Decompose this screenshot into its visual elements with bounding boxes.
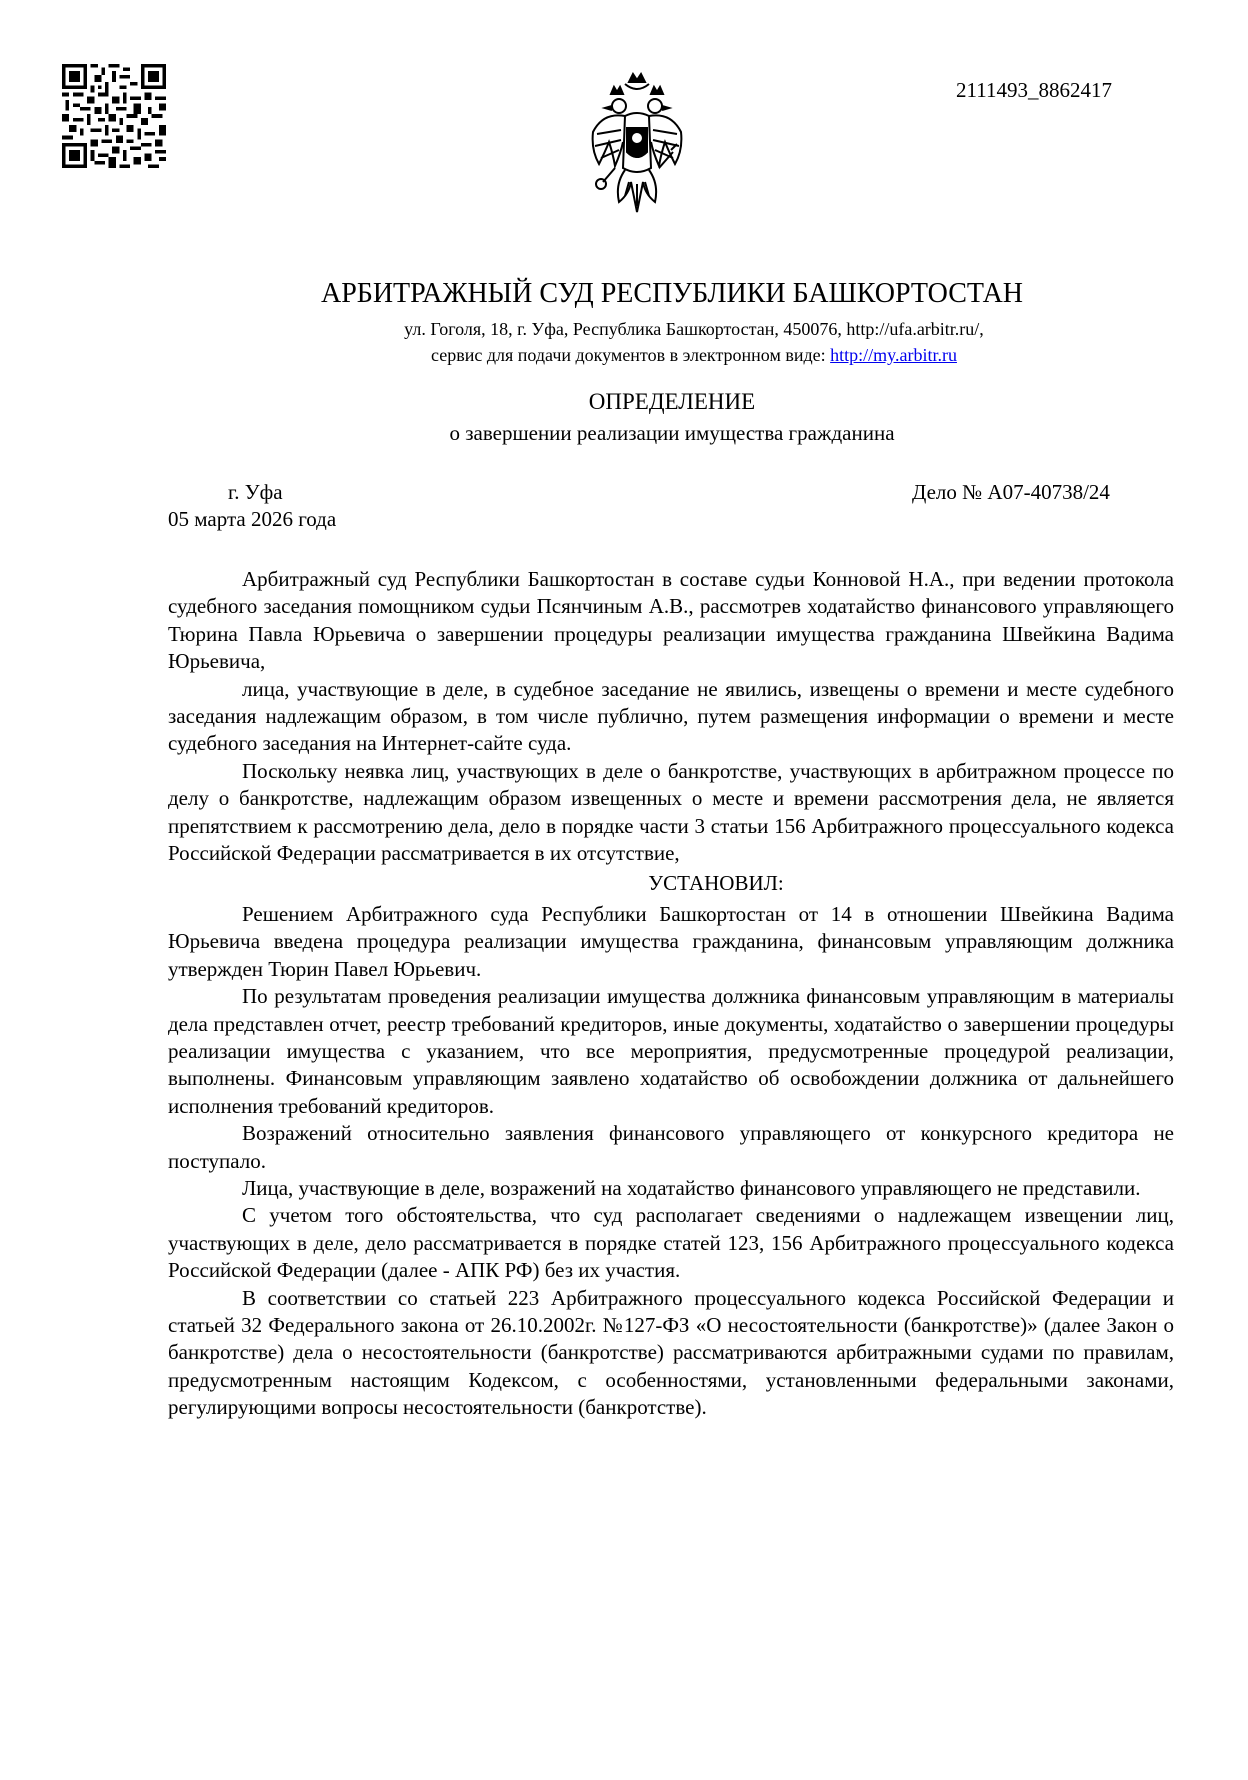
document-date: 05 марта 2026 года [168,507,337,531]
service-prefix: сервис для подачи документов в электронном виде: [431,345,831,365]
document-body [168,566,1174,1422]
paragraph-1: Арбитражный суд Республики Башкортостан в составе судьи Конновой Н.А., при ведении протокола судебного заседания помощником судьи Псянчиным А.В., рассмотрев ходатайство финансового управляющего Тюрина Павла Юрьевича о завершении процедуры реализации имущества гражданина Швейкина Вадима Юрьевича, [168,567,1174,674]
paragraph-5: По результатам проведения реализации имущества должника финансовым управляющим в материалы дела представлен отчет, реестр требований кредиторов, иные документы, ходатайство о завершении процедуры реализации имущества с указанием, что все мероприятия, предусмотренные процедурой реализации, выполнены. Финансовым управляющим заявлено ходатайство об освобождении должника от дальнейшего исполнения требований кредиторов. [168,984,1174,1118]
service-link[interactable]: http://my.arbitr.ru [830,345,957,365]
coat-of-arms-emblem [585,72,689,222]
court-service-line [140,342,1248,368]
paragraph-7: Лица, участвующие в деле, возражений на ходатайство финансового управляющего не представили. [242,1175,1141,1200]
court-name: АРБИТРАЖНЫЙ СУД РЕСПУБЛИКИ БАШКОРТОСТАН [320,278,1024,309]
city: г. Уфа [228,480,283,504]
document-subtitle: о завершении реализации имущества гражданина [449,421,895,445]
document-type: ОПРЕДЕЛЕНИЕ [588,389,756,414]
case-number: Дело № А07-40738/24 [912,480,1110,504]
court-address-line: ул. Гоголя, 18, г. Уфа, Республика Башкортостан, 450076, http://ufa.arbitr.ru/, [404,319,984,339]
court-address [0,316,1248,368]
paragraph-8: С учетом того обстоятельства, что суд располагает сведениями о надлежащем извещении лиц, участвующих в деле, дело рассматривается в порядке статей 123, 156 Арбитражного процессуального кодекса Российской Федерации (далее - АПК РФ) без их участия. [168,1203,1174,1283]
paragraph-3: Поскольку неявка лиц, участвующих в деле о банкротстве, участвующих в арбитражном процессе по делу о банкротстве, надлежащим образом извещенных о месте и времени рассмотрения дела, не является препятствием к рассмотрению дела, дело в порядке части 3 статьи 156 Арбитражного процессуального кодекса Российской Федерации рассматривается в их отсутствие, [168,758,1174,866]
paragraph-4: Решением Арбитражного суда Республики Башкортостан от 14 в отношении Швейкина Вадима Юрьевича введена процедура реализации имущества гражданина, финансовым управляющим должника утвержден Тюрин Павел Юрьевич. [168,901,1174,981]
document-id: 2111493_8862417 [956,78,1112,102]
paragraph-2: лица, участвующие в деле, в судебное заседание не явились, извещены о времени и месте судебного заседания надлежащим образом, в том числе публично, путем размещения информации о времени и месте судебного заседания на Интернет-сайте суда. [168,676,1174,756]
qr-code-icon [62,64,166,168]
section-heading: УСТАНОВИЛ: [648,871,784,896]
paragraph-6: Возражений относительно заявления финансового управляющего от конкурсного кредитора не поступало. [168,1121,1174,1173]
paragraph-9: В соответствии со статьей 223 Арбитражного процессуального кодекса Российской Федерации и статьей 32 Федерального закона от 26.10.2002г. №127-ФЗ «О несостоятельности (банкротстве)» (далее Закон о банкротстве) дела о несостоятельности (банкротстве) рассматриваются арбитражными судами по правилам, предусмотренным настоящим Кодексом, с особенностями, установленными федеральными законами, регулирующими вопросы несостоятельности (банкротстве). [168,1285,1174,1420]
